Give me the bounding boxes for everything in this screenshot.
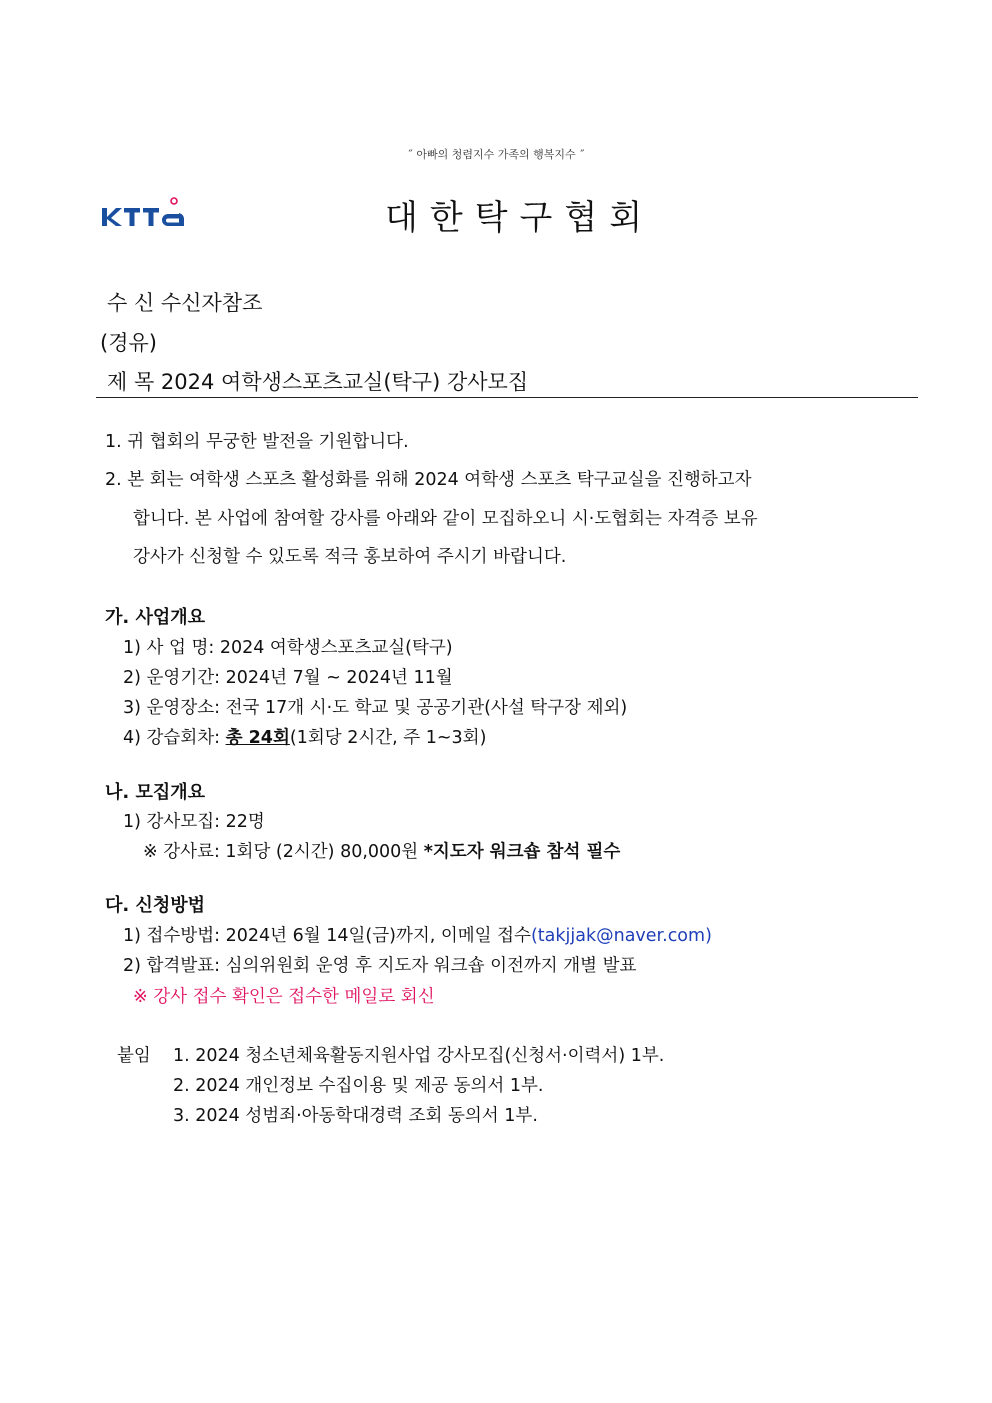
attachment-3: 3. 2024 성범죄·아동학대경력 조회 동의서 1부. bbox=[173, 1106, 538, 1126]
attachment-2: 2. 2024 개인정보 수집이용 및 제공 동의서 1부. bbox=[173, 1076, 544, 1096]
organization-title: 대한탁구협회 bbox=[385, 198, 655, 238]
section-b-item-2 bbox=[143, 838, 620, 863]
section-b-item-1: 1) 강사모집: 22명 bbox=[123, 812, 265, 832]
attachment-1: 1. 2024 청소년체육활동지원사업 강사모집(신청서·이력서) 1부. bbox=[173, 1046, 665, 1066]
recipient-line: 수 신 수신자참조 bbox=[107, 291, 263, 315]
section-a-item-3: 3) 운영장소: 전국 17개 시·도 학교 및 공공기관(사설 탁구장 제외) bbox=[123, 698, 628, 718]
section-b-title: 나. 모집개요 bbox=[105, 782, 206, 803]
section-a-item-2: 2) 운영기간: 2024년 7월 ~ 2024년 11월 bbox=[123, 668, 453, 688]
section-c-title: 다. 신청방법 bbox=[105, 895, 206, 916]
section-a-item-1: 1) 사 업 명: 2024 여학생스포츠교실(탁구) bbox=[123, 638, 453, 658]
workshop-required-emphasis: *지도자 워크숍 참석 필수 bbox=[423, 842, 621, 862]
application-method: 1) 접수방법: 2024년 6월 14일(금)까지, 이메일 접수 bbox=[123, 926, 531, 946]
body-paragraph-2-line-3: 강사가 신청할 수 있도록 적극 홍보하여 주시기 바랍니다. bbox=[133, 547, 567, 567]
subject-line: 제 목 2024 여학생스포츠교실(탁구) 강사모집 bbox=[107, 370, 529, 394]
section-a-item-4-suffix: (1회당 2시간, 주 1~3회) bbox=[289, 728, 487, 748]
fee-note: ※ 강사료: 1회당 (2시간) 80,000원 bbox=[143, 842, 424, 862]
header-divider bbox=[96, 397, 918, 398]
via-line: (경유) bbox=[100, 331, 157, 355]
section-c-item-1 bbox=[123, 922, 712, 947]
motto: ˝ 아빠의 청렴지수 가족의 행복지수 ˝ bbox=[407, 148, 585, 161]
section-c-item-2: 2) 합격발표: 심의위원회 운영 후 지도자 워크숍 이전까지 개별 발표 bbox=[123, 956, 637, 976]
email-link[interactable]: (takjjak@naver.com) bbox=[530, 926, 712, 946]
body-paragraph-2-line-1: 2. 본 회는 여학생 스포츠 활성화를 위해 2024 여학생 스포츠 탁구교실을 진행하고자 bbox=[105, 470, 752, 490]
section-a-item-4-prefix: 4) 강습회차: bbox=[123, 728, 226, 748]
section-c-note: ※ 강사 접수 확인은 접수한 메일로 회신 bbox=[133, 987, 435, 1007]
attachments-label: 붙임 bbox=[117, 1046, 151, 1066]
section-a-title: 가. 사업개요 bbox=[105, 607, 206, 628]
session-count-emphasis: 총 24회 bbox=[225, 728, 290, 748]
body-paragraph-2-line-2: 합니다. 본 사업에 참여할 강사를 아래와 같이 모집하오니 시·도협회는 자격증 보유 bbox=[133, 509, 758, 529]
section-a-item-4 bbox=[123, 724, 486, 749]
body-paragraph-1: 1. 귀 협회의 무궁한 발전을 기원합니다. bbox=[105, 432, 409, 452]
ktta-logo bbox=[100, 196, 192, 232]
